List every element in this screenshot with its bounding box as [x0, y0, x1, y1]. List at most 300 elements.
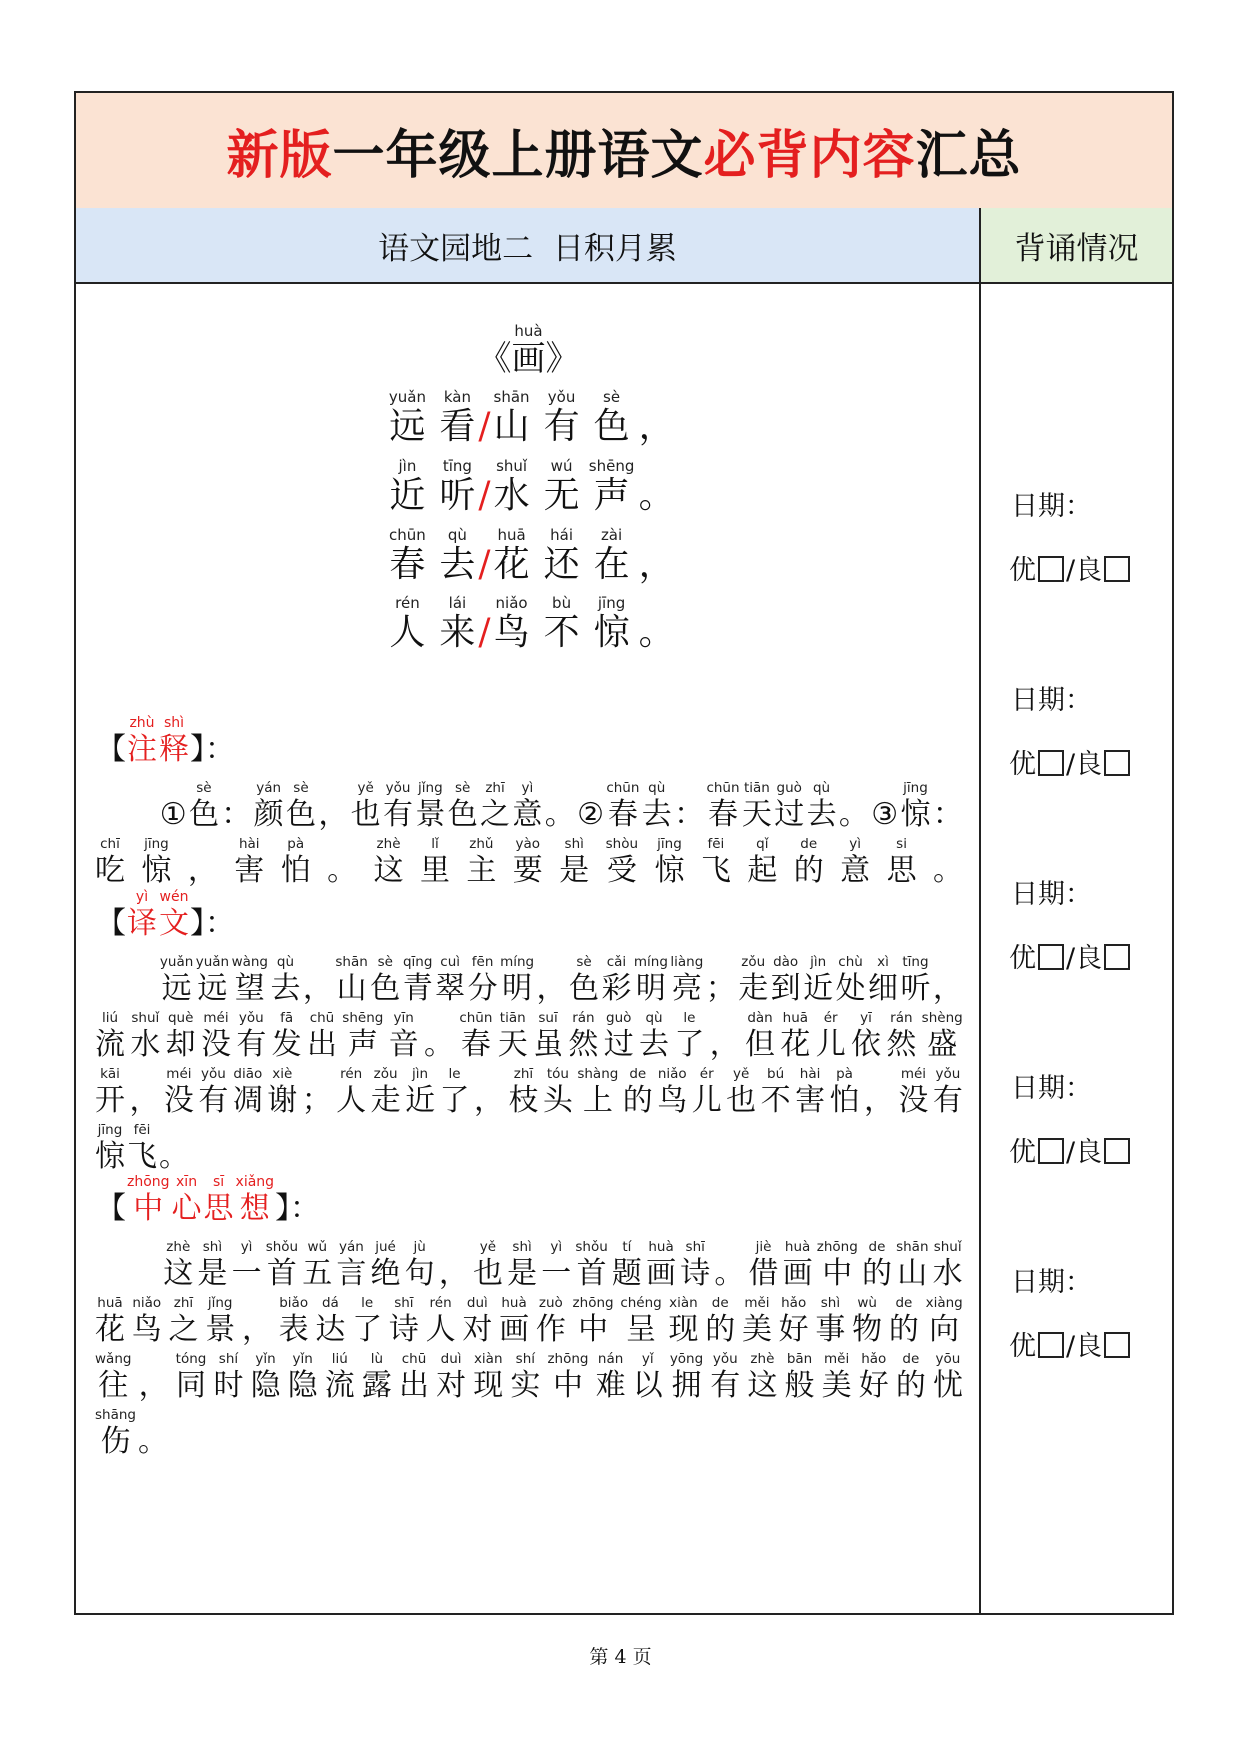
hanzi: 隐	[287, 1368, 318, 1403]
central-idea-heading	[96, 1173, 320, 1225]
pinyin: zhōng	[547, 1351, 589, 1367]
pinyin: nán	[597, 1351, 624, 1367]
hanzi: ③	[871, 797, 899, 832]
poem-title	[76, 322, 981, 378]
text-character	[816, 1009, 846, 1061]
text-character	[473, 1350, 503, 1402]
text-character	[779, 1294, 809, 1346]
hanzi: 听	[900, 971, 931, 1006]
text-character	[742, 779, 772, 831]
text-character	[706, 953, 736, 1005]
pinyin: zǒu	[373, 1066, 398, 1082]
punctuation: ，	[638, 406, 675, 448]
hanzi: ；	[301, 1083, 332, 1118]
hanzi: 儿	[691, 1083, 722, 1118]
hanzi: 实	[510, 1368, 541, 1403]
text-character	[176, 1350, 207, 1402]
hanzi: 吃	[95, 853, 125, 888]
hanzi: 色	[188, 797, 219, 832]
hanzi: 头	[542, 1083, 573, 1118]
excellent-checkbox[interactable]	[1038, 1332, 1064, 1358]
text-character	[657, 1065, 687, 1117]
pause-mark: /	[478, 612, 491, 654]
hanzi: 伤	[100, 1424, 131, 1459]
hanzi: 也	[350, 797, 381, 832]
text-character	[701, 835, 731, 887]
poem-line	[76, 526, 981, 585]
text-character	[205, 1294, 235, 1346]
text-character	[254, 779, 284, 831]
hanzi: 物	[852, 1312, 883, 1347]
pinyin: shàng	[577, 1066, 619, 1082]
hanzi: 虽	[533, 1027, 564, 1062]
hanzi: 对	[462, 1312, 493, 1347]
excellent-checkbox[interactable]	[1038, 944, 1064, 970]
text-character	[780, 1009, 810, 1061]
text-character	[288, 1350, 318, 1402]
hanzi: 彩	[601, 971, 632, 1006]
hanzi: 花	[493, 543, 530, 585]
poem-character	[389, 457, 425, 516]
text-character	[440, 1065, 470, 1117]
pinyin: shí	[515, 1351, 536, 1367]
hanzi: 鸟	[493, 612, 530, 654]
text-character	[374, 835, 404, 887]
hanzi: 景	[205, 1312, 236, 1347]
hanzi: 开	[95, 1083, 125, 1118]
hanzi: 了	[439, 1083, 470, 1118]
pinyin: tiān	[499, 1010, 526, 1026]
hanzi: 般	[784, 1368, 815, 1403]
rating-row	[1009, 742, 1132, 781]
text-character	[197, 1238, 227, 1290]
poem-character	[389, 594, 425, 653]
hanzi: 。	[714, 1256, 745, 1291]
text-character	[383, 779, 413, 831]
hanzi: 走	[370, 1083, 401, 1118]
text-character	[896, 1238, 928, 1290]
hanzi: 惊	[141, 853, 172, 888]
text-character	[573, 1294, 614, 1346]
bracket: 】：	[190, 732, 235, 767]
poem-line	[76, 457, 981, 516]
hanzi: 声	[347, 1027, 378, 1062]
hanzi: 。	[159, 1139, 189, 1174]
pinyin: duì	[440, 1351, 462, 1367]
text-character	[480, 779, 510, 831]
pinyin: jīng	[903, 780, 928, 796]
text-character	[242, 1294, 272, 1346]
pinyin: shī	[394, 1295, 414, 1311]
pinyin: pà	[287, 836, 305, 852]
hanzi: 流	[95, 1027, 125, 1062]
good-checkbox[interactable]	[1104, 556, 1130, 582]
pinyin: méi	[900, 1066, 927, 1082]
hanzi: 春	[460, 1027, 491, 1062]
hanzi: 过	[603, 1027, 634, 1062]
poem-character	[439, 388, 475, 447]
pinyin: yán	[256, 780, 282, 796]
text-character	[336, 1238, 366, 1290]
text-character	[405, 1065, 435, 1117]
text-character	[840, 835, 870, 887]
rating-excellent-label: 优	[1009, 1331, 1036, 1362]
translation-line	[94, 1065, 964, 1117]
text-character	[362, 1350, 392, 1402]
hanzi: 中	[552, 1368, 583, 1403]
pinyin: de	[868, 1239, 886, 1255]
text-character	[851, 1009, 881, 1061]
hanzi: 有	[710, 1368, 741, 1403]
pinyin: zhè	[750, 1351, 775, 1367]
hanzi: 水	[932, 1256, 963, 1291]
poem-character	[494, 457, 530, 516]
pinyin: jù	[413, 1239, 426, 1255]
pinyin: rén	[340, 1066, 363, 1082]
hanzi: 没	[200, 1027, 231, 1062]
hanzi: 拥	[671, 1368, 702, 1403]
hanzi: 山	[897, 1256, 928, 1291]
hanzi: 然	[568, 1027, 599, 1062]
pinyin: shān	[896, 1239, 929, 1255]
text-character	[674, 779, 704, 831]
hanzi: 惊	[900, 797, 931, 832]
text-character	[510, 1350, 540, 1402]
text-character	[435, 953, 465, 1005]
hanzi: ，	[863, 1083, 894, 1118]
text-character	[541, 1238, 571, 1290]
text-character	[634, 953, 668, 1005]
text-character	[668, 1294, 698, 1346]
hanzi: 人	[336, 1083, 367, 1118]
text-character	[95, 1350, 131, 1402]
hanzi: 山	[493, 406, 530, 448]
good-checkbox[interactable]	[1104, 1138, 1130, 1164]
hanzi: 达	[315, 1312, 346, 1347]
pinyin: xiàn	[669, 1295, 698, 1311]
text-character	[836, 953, 866, 1005]
poem-character	[494, 388, 530, 447]
excellent-checkbox[interactable]	[1038, 556, 1064, 582]
hanzi: 中	[578, 1312, 609, 1347]
date-label: 日期：	[1011, 685, 1092, 716]
hanzi: 过	[774, 797, 805, 832]
hanzi: 美	[741, 1312, 772, 1347]
pinyin: yì	[135, 889, 149, 905]
text-character	[933, 835, 963, 887]
text-character	[710, 1350, 740, 1402]
hanzi: 忧	[932, 1368, 963, 1403]
hanzi: 到	[770, 971, 801, 1006]
pinyin: měi	[824, 1351, 850, 1367]
hanzi: ②	[577, 797, 604, 832]
pinyin: zhù	[129, 715, 155, 731]
text-character	[424, 1009, 454, 1061]
pinyin: chū	[401, 1351, 427, 1367]
text-character	[130, 1009, 160, 1061]
text-character	[896, 1350, 926, 1402]
text-character	[508, 1065, 538, 1117]
pinyin: míng	[633, 954, 668, 970]
pinyin: kàn	[443, 388, 471, 407]
pinyin: qù	[648, 780, 666, 796]
hanzi	[95, 972, 125, 1005]
pause-mark: /	[478, 543, 491, 585]
poem-lines	[76, 388, 981, 652]
poem-character	[544, 526, 580, 585]
pinyin: rén	[395, 594, 420, 613]
bracket: 【	[96, 906, 126, 941]
hanzi: 儿	[815, 1027, 846, 1062]
pinyin: shí	[218, 1351, 239, 1367]
hanzi: 。	[838, 797, 869, 832]
pinyin: sè	[576, 954, 592, 970]
text-character	[507, 1238, 537, 1290]
hanzi	[129, 1257, 159, 1290]
hanzi: 。	[544, 797, 575, 832]
hanzi: 想	[239, 1191, 270, 1226]
pinyin: chù	[838, 954, 863, 970]
central-idea-line	[94, 1406, 964, 1458]
text-character	[166, 1009, 196, 1061]
pinyin: wén	[159, 889, 189, 905]
pinyin: hài	[238, 836, 260, 852]
pinyin: rán	[572, 1010, 595, 1026]
hanzi: 明	[635, 971, 666, 1006]
text-character	[901, 779, 931, 831]
pinyin: zhī	[173, 1295, 194, 1311]
pinyin: shuǐ	[496, 456, 528, 475]
pinyin: yǐn	[292, 1351, 313, 1367]
pinyin: rán	[890, 1010, 913, 1026]
pinyin: yán	[338, 1239, 364, 1255]
hanzi: 花	[95, 1312, 125, 1347]
heading-character	[204, 1173, 234, 1225]
pinyin: shēng	[588, 456, 635, 475]
text-character	[141, 835, 171, 887]
good-checkbox[interactable]	[1104, 750, 1130, 776]
hanzi: 凋	[232, 1083, 263, 1118]
hanzi: 这	[163, 1256, 194, 1291]
hanzi: 向	[929, 1312, 960, 1347]
hanzi: 借	[748, 1256, 779, 1291]
hanzi: 里	[419, 853, 450, 888]
rating-row	[1009, 936, 1132, 975]
hanzi: 译	[127, 906, 157, 941]
pinyin: yǐ	[641, 1351, 654, 1367]
hanzi: 去	[270, 971, 301, 1006]
text-character	[900, 953, 930, 1005]
hanzi: 细	[868, 971, 899, 1006]
hanzi: ，	[536, 971, 567, 1006]
text-character	[692, 1065, 722, 1117]
hanzi: 天	[497, 1027, 528, 1062]
pinyin: diāo	[233, 1066, 263, 1082]
hanzi: 也	[726, 1083, 757, 1118]
hanzi: 有	[383, 797, 413, 832]
text-character	[933, 1065, 963, 1117]
pinyin: yǒu	[935, 1066, 961, 1082]
hanzi: 作	[535, 1312, 566, 1347]
text-character	[232, 953, 268, 1005]
hanzi: 有	[236, 1027, 267, 1062]
text-character	[577, 1065, 618, 1117]
hanzi: 远	[161, 971, 192, 1006]
text-character	[864, 1065, 894, 1117]
pinyin: dá	[321, 1295, 339, 1311]
title-part-summary: 汇总	[915, 126, 1022, 186]
hanzi: 分	[467, 971, 498, 1006]
central-idea-line	[94, 1294, 964, 1346]
text-character	[127, 953, 157, 1005]
hanzi: 春	[607, 797, 638, 832]
hanzi: 惊	[654, 853, 685, 888]
pinyin: zhǔ	[469, 836, 494, 852]
pinyin: lǐ	[431, 836, 439, 852]
pinyin: yì	[550, 1239, 563, 1255]
text-character	[559, 835, 589, 887]
pinyin: zài	[600, 525, 623, 544]
text-character	[159, 1121, 189, 1173]
pinyin: jǐng	[207, 1295, 233, 1311]
hanzi: 怕	[829, 1083, 860, 1118]
text-character	[95, 1238, 125, 1290]
pinyin: de	[895, 1295, 913, 1311]
rating-good-label: /良	[1066, 943, 1103, 974]
hanzi: 盛	[927, 1027, 958, 1062]
hanzi: 然	[886, 1027, 917, 1062]
hanzi: ：	[221, 797, 252, 832]
pinyin: jiè	[755, 1239, 772, 1255]
central-idea-line	[94, 1350, 964, 1402]
good-checkbox[interactable]	[1104, 944, 1130, 970]
poem-character	[544, 594, 580, 653]
hanzi: 人	[425, 1312, 456, 1347]
hanzi: 青	[402, 971, 433, 1006]
hanzi: 亮	[671, 971, 702, 1006]
heading-character	[127, 1173, 170, 1225]
excellent-checkbox[interactable]	[1038, 750, 1064, 776]
rating-row	[1009, 548, 1132, 587]
hanzi: ：	[932, 797, 963, 832]
hanzi: 惊	[593, 612, 630, 654]
text-character	[95, 1065, 125, 1117]
text-character	[575, 1238, 607, 1290]
pinyin: duì	[466, 1295, 488, 1311]
pinyin: de	[629, 1066, 647, 1082]
hanzi: 听	[439, 474, 476, 516]
pinyin: biǎo	[279, 1295, 309, 1311]
text-character	[807, 779, 837, 831]
hanzi: 思	[203, 1191, 234, 1226]
pinyin: chéng	[620, 1295, 662, 1311]
pinyin: míng	[500, 954, 535, 970]
pinyin: wù	[857, 1295, 877, 1311]
pinyin: le	[683, 1010, 696, 1026]
text-character	[95, 953, 125, 1005]
text-character	[817, 1238, 858, 1290]
text-character	[547, 1350, 588, 1402]
hanzi: 但	[745, 1027, 776, 1062]
pinyin: shì	[163, 715, 185, 731]
hanzi: 来	[439, 612, 476, 654]
hanzi: 时	[213, 1368, 244, 1403]
pinyin: shān	[335, 954, 368, 970]
content-column	[76, 284, 981, 1613]
hanzi: 的	[705, 1312, 736, 1347]
hanzi: 翠	[435, 971, 466, 1006]
poem-character	[594, 594, 630, 653]
hanzi: 。	[933, 853, 963, 888]
pinyin: sī	[212, 1174, 225, 1190]
text-character	[726, 1065, 756, 1117]
date-label: 日期：	[1011, 1073, 1092, 1104]
text-character	[196, 953, 229, 1005]
hanzi: 花	[780, 1027, 811, 1062]
text-character	[670, 953, 703, 1005]
hanzi: 声	[593, 474, 630, 516]
hanzi: 鸟	[131, 1312, 162, 1347]
hanzi: 画	[782, 1256, 813, 1291]
hanzi: 的	[622, 1083, 653, 1118]
text-character	[473, 1238, 503, 1290]
pinyin: kāi	[100, 1066, 120, 1082]
pinyin: huā	[97, 1295, 123, 1311]
hanzi: ，	[932, 971, 963, 1006]
hanzi: 惊	[95, 1139, 125, 1174]
translation-line	[94, 1009, 964, 1061]
text-character	[774, 779, 804, 831]
hanzi: 了	[674, 1027, 705, 1062]
pinyin: měi	[744, 1295, 770, 1311]
poem-character	[439, 594, 475, 653]
hanzi: 以	[632, 1368, 663, 1403]
translation-line	[94, 953, 964, 1005]
poem-character	[389, 526, 425, 585]
heading-character	[159, 888, 189, 940]
heading-character	[172, 1173, 202, 1225]
pinyin: sè	[455, 780, 471, 796]
text-character	[164, 1065, 194, 1117]
pinyin: qǐ	[756, 836, 769, 852]
text-character	[830, 1065, 860, 1117]
pinyin: hǎo	[861, 1351, 887, 1367]
pinyin: yǒu	[385, 780, 411, 796]
hanzi: ，	[438, 1256, 469, 1291]
hanzi: 的	[888, 1312, 919, 1347]
text-character	[370, 953, 400, 1005]
good-checkbox[interactable]	[1104, 1332, 1130, 1358]
poem-line	[76, 388, 981, 447]
text-character	[933, 1350, 963, 1402]
hanzi: 有	[543, 406, 580, 448]
hanzi: 意	[840, 853, 871, 888]
poem-character	[494, 594, 530, 653]
hanzi: 近	[405, 1083, 436, 1118]
hanzi: 音	[388, 1027, 419, 1062]
hanzi: 注	[127, 732, 157, 767]
pinyin: qù	[812, 780, 831, 796]
pinyin: niǎo	[657, 1066, 687, 1082]
hanzi: 有	[198, 1083, 229, 1118]
poem-title-pinyin: huà	[514, 322, 543, 340]
excellent-checkbox[interactable]	[1038, 1138, 1064, 1164]
pinyin: jīng	[597, 594, 626, 613]
bracket: 【	[96, 1191, 126, 1226]
text-character	[95, 835, 125, 887]
pinyin: zhī	[485, 780, 505, 796]
pinyin: shǒu	[265, 1239, 299, 1255]
